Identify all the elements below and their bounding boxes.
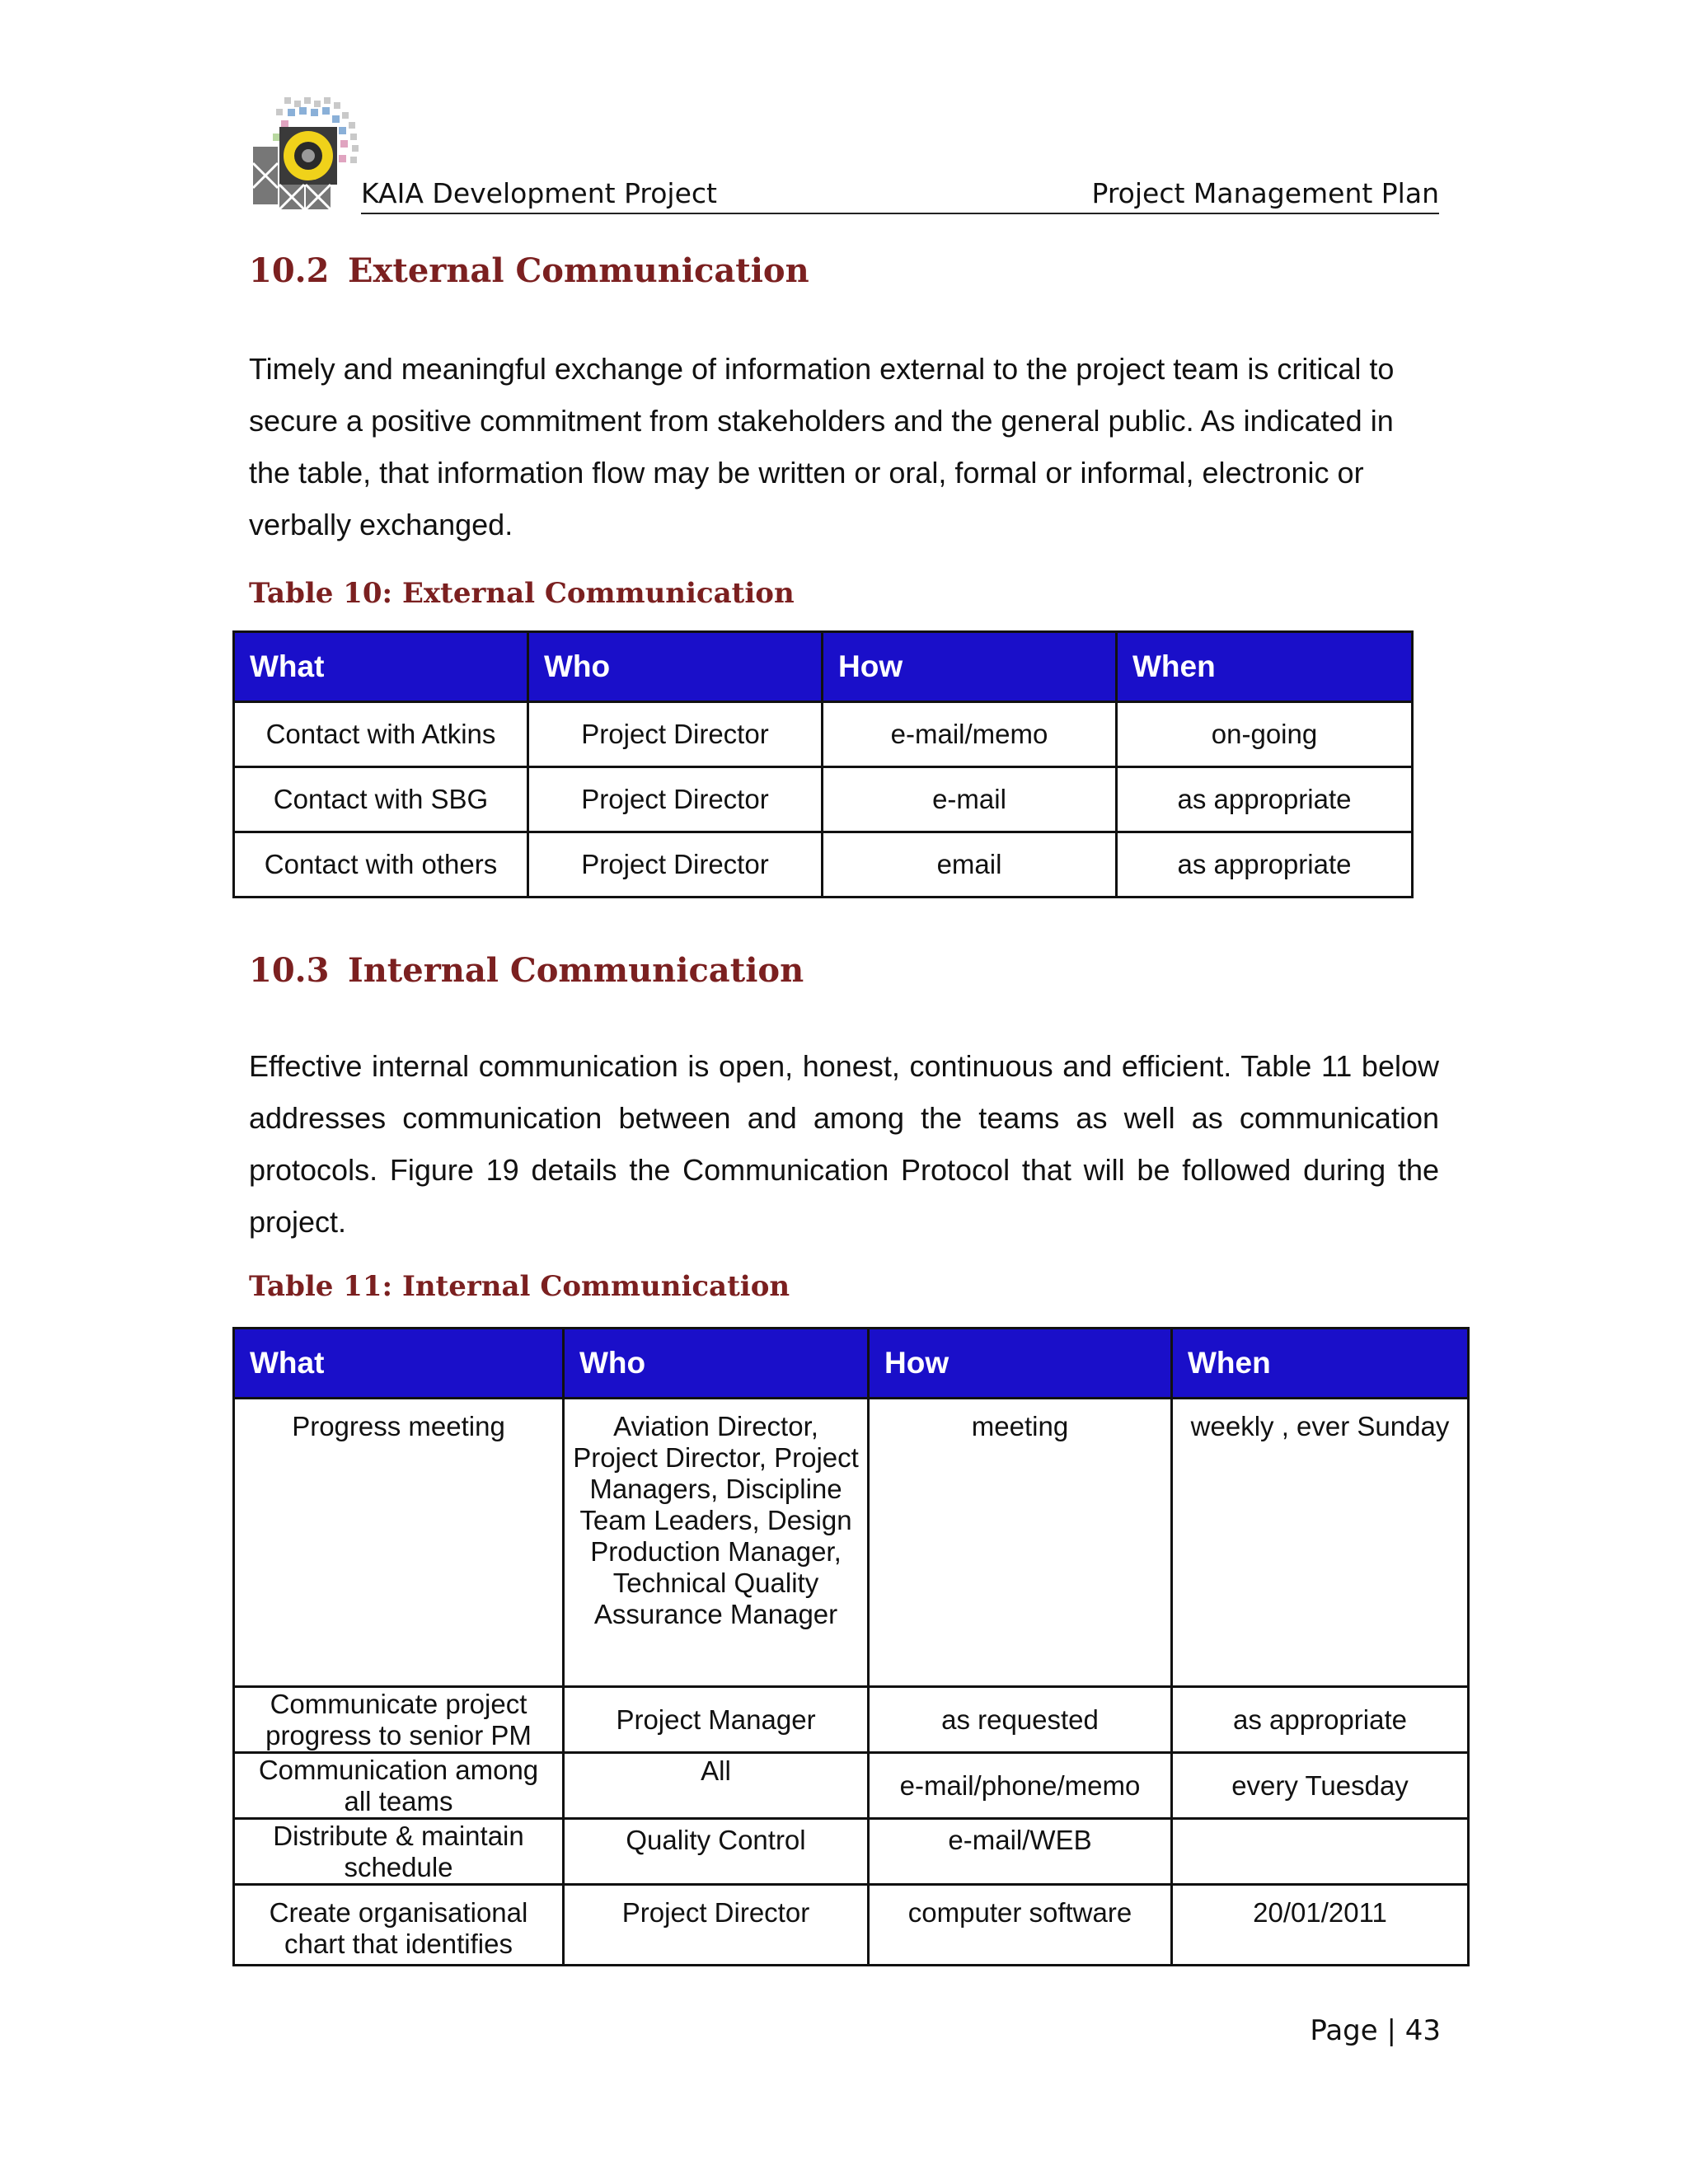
cell-how: email [823,832,1117,898]
section-number: 10.3 [249,951,330,990]
table-row [234,702,1413,767]
table-row [234,1753,1469,1819]
table-10-caption: Table 10: External Communication [249,577,795,610]
section-10-3-heading [249,951,804,990]
internal-communication-paragraph: Effective internal communication is open, honest, continuous and efficient. Table 11 below addresses communication between and among the teams as well as communication protocols. Figure 19 details the Communication Protocol that will be followed during the project. [249,1049,1439,1239]
cell-how: e-mail/WEB [869,1819,1172,1885]
kaia-logo-icon [251,97,363,213]
table-row [234,1399,1469,1687]
header-how: How [869,1329,1172,1399]
section-title: Internal Communication [348,951,804,990]
table-row [234,1687,1469,1753]
cell-when: weekly , ever Sunday [1172,1399,1469,1687]
table-row [234,767,1413,832]
cell-who: Project Director [528,767,823,832]
cell-when [1172,1819,1469,1885]
external-communication-table [232,630,1414,898]
header-project-name: KAIA Development Project [361,177,717,209]
header-when: When [1172,1329,1469,1399]
cell-how: computer software [869,1885,1172,1966]
cell-what: Distribute & maintain schedule [234,1819,564,1885]
table-header-row [234,632,1413,702]
section-10-2-heading [249,251,809,290]
cell-who: Quality Control [564,1819,869,1885]
cell-how: e-mail/phone/memo [869,1753,1172,1819]
cell-what: Communication among all teams [234,1753,564,1819]
table-header-row [234,1329,1469,1399]
table-row [234,1819,1469,1885]
header-who: Who [564,1329,869,1399]
cell-who: Aviation Director, Project Director, Project Managers, Discipline Team Leaders, Design Production Manager, Technical Quality Assurance Manager [564,1399,869,1687]
cell-when: as appropriate [1172,1687,1469,1753]
cell-when: 20/01/2011 [1172,1885,1469,1966]
cell-who: Project Director [528,832,823,898]
cell-who: Project Director [528,702,823,767]
section-number: 10.2 [249,251,330,290]
cell-what: Progress meeting [234,1399,564,1687]
cell-what: Contact with Atkins [234,702,528,767]
cell-when: on-going [1117,702,1413,767]
external-communication-paragraph: Timely and meaningful exchange of information external to the project team is critical to secure a positive commitment from stakeholders and the general public. As indicated in the table, that information flow may be written or oral, formal or informal, electronic or verbally exchanged. [249,352,1395,541]
cell-how: e-mail/memo [823,702,1117,767]
cell-how: meeting [869,1399,1172,1687]
header-what: What [234,632,528,702]
cell-how: as requested [869,1687,1172,1753]
cell-what: Create organisational chart that identifies [234,1885,564,1966]
cell-when: every Tuesday [1172,1753,1469,1819]
cell-what: Contact with SBG [234,767,528,832]
table-row [234,832,1413,898]
internal-communication-table [232,1327,1470,1966]
header-document-title: Project Management Plan [1091,177,1439,209]
cell-what: Communicate project progress to senior PM [234,1687,564,1753]
cell-what: Contact with others [234,832,528,898]
page-number: Page | 43 [1310,2014,1441,2047]
table-row [234,1885,1469,1966]
header-what: What [234,1329,564,1399]
cell-who: All [564,1753,869,1819]
table-11-caption: Table 11: Internal Communication [249,1270,790,1303]
cell-how: e-mail [823,767,1117,832]
cell-when: as appropriate [1117,832,1413,898]
header-how: How [823,632,1117,702]
cell-who: Project Director [564,1885,869,1966]
cell-when: as appropriate [1117,767,1413,832]
header-when: When [1117,632,1413,702]
header-who: Who [528,632,823,702]
cell-who: Project Manager [564,1687,869,1753]
header-rule [361,213,1439,214]
section-title: External Communication [348,251,809,290]
